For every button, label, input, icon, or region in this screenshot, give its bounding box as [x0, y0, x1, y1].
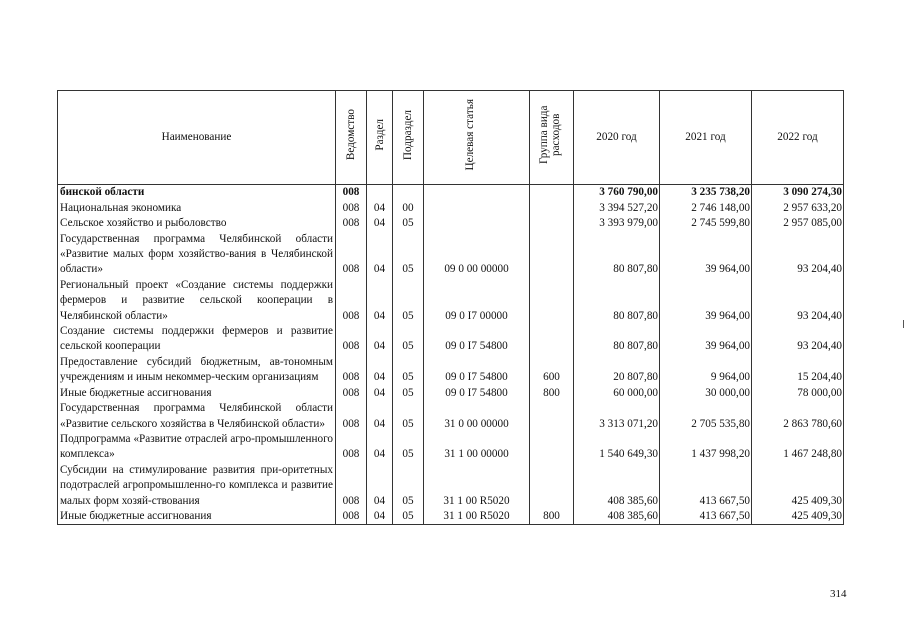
header-expense-group: Группа вида расходов	[530, 91, 574, 185]
cell-name: Субсидии на стимулирование развития при-оритетных подотраслей агропромышленно-го комплекса и развитие малых форм хозяй-ствования	[58, 463, 336, 509]
header-2022: 2022 год	[752, 91, 844, 185]
cell-name: Национальная экономика	[58, 201, 336, 216]
header-target: Целевая статья	[424, 91, 530, 185]
cell-podr: 05	[393, 509, 424, 525]
cell-cs: 31 0 00 00000	[424, 401, 530, 432]
cell-name: Региональный проект «Создание системы поддержки фермеров и развитие сельской кооперации в Челябинской области»	[58, 278, 336, 324]
cell-name: Государственная программа Челябинской области «Развитие сельского хозяйства в Челябинской области»	[58, 401, 336, 432]
cell-vr	[530, 201, 574, 216]
cell-razd: 04	[367, 355, 393, 386]
cell-ved: 008	[336, 201, 367, 216]
cell-y2021: 413 667,50	[660, 509, 752, 525]
cell-cs	[424, 185, 530, 201]
table-row	[58, 355, 844, 386]
cell-ved: 008	[336, 432, 367, 463]
cell-y2021: 2 745 599,80	[660, 216, 752, 231]
cell-podr: 05	[393, 216, 424, 231]
cell-razd: 04	[367, 463, 393, 509]
cell-vr: 800	[530, 509, 574, 525]
cell-y2020: 408 385,60	[574, 509, 660, 525]
cell-name: Предоставление субсидий бюджетным, ав-тономным учреждениям и иным некоммер-ческим организациям	[58, 355, 336, 386]
cell-cs: 09 0 I7 54800	[424, 386, 530, 401]
cell-y2022: 2 957 633,20	[752, 201, 844, 216]
cell-y2021: 1 437 998,20	[660, 432, 752, 463]
cell-podr	[393, 185, 424, 201]
cell-ved: 008	[336, 509, 367, 525]
cell-y2022: 15 204,40	[752, 355, 844, 386]
table-body	[58, 185, 844, 525]
cell-y2022: 93 204,40	[752, 278, 844, 324]
page-number: 314	[830, 588, 847, 600]
cell-y2021: 39 964,00	[660, 324, 752, 355]
cell-ved: 008	[336, 185, 367, 201]
cell-y2020: 20 807,80	[574, 355, 660, 386]
cell-podr: 05	[393, 355, 424, 386]
cell-vr	[530, 463, 574, 509]
cell-name: Создание системы поддержки фермеров и развитие сельской кооперации	[58, 324, 336, 355]
cell-y2021: 39 964,00	[660, 232, 752, 278]
cell-y2021: 30 000,00	[660, 386, 752, 401]
cell-name: бинской области	[58, 185, 336, 201]
cell-vr	[530, 324, 574, 355]
cell-vr	[530, 401, 574, 432]
cell-podr: 00	[393, 201, 424, 216]
cell-y2022: 93 204,40	[752, 324, 844, 355]
cell-ved: 008	[336, 401, 367, 432]
table-row	[58, 401, 844, 432]
table-row	[58, 185, 844, 201]
cell-y2020: 80 807,80	[574, 278, 660, 324]
cell-cs: 09 0 I7 54800	[424, 355, 530, 386]
cell-y2022: 2 957 085,00	[752, 216, 844, 231]
cell-y2021: 39 964,00	[660, 278, 752, 324]
cell-razd: 04	[367, 216, 393, 231]
cell-y2022: 93 204,40	[752, 232, 844, 278]
cell-name: Сельское хозяйство и рыболовство	[58, 216, 336, 231]
cell-podr: 05	[393, 324, 424, 355]
table-row	[58, 386, 844, 401]
cell-cs: 09 0 00 00000	[424, 232, 530, 278]
cell-podr: 05	[393, 278, 424, 324]
cell-y2022: 425 409,30	[752, 463, 844, 509]
cell-y2020: 3 313 071,20	[574, 401, 660, 432]
table-row	[58, 216, 844, 231]
crop-mark	[903, 320, 904, 328]
header-row	[58, 91, 844, 185]
cell-cs: 09 0 I7 54800	[424, 324, 530, 355]
header-2021: 2021 год	[660, 91, 752, 185]
header-section: Раздел	[367, 91, 393, 185]
cell-vr	[530, 278, 574, 324]
table-row	[58, 278, 844, 324]
cell-cs: 09 0 I7 00000	[424, 278, 530, 324]
cell-vr	[530, 432, 574, 463]
cell-ved: 008	[336, 216, 367, 231]
cell-vr	[530, 185, 574, 201]
cell-ved: 008	[336, 355, 367, 386]
cell-y2021: 3 235 738,20	[660, 185, 752, 201]
cell-ved: 008	[336, 232, 367, 278]
cell-cs: 31 1 00 R5020	[424, 463, 530, 509]
cell-name: Иные бюджетные ассигнования	[58, 386, 336, 401]
cell-y2020: 3 760 790,00	[574, 185, 660, 201]
cell-podr: 05	[393, 432, 424, 463]
cell-y2021: 413 667,50	[660, 463, 752, 509]
cell-razd: 04	[367, 324, 393, 355]
cell-cs: 31 1 00 00000	[424, 432, 530, 463]
cell-razd: 04	[367, 278, 393, 324]
table-row	[58, 324, 844, 355]
cell-y2020: 1 540 649,30	[574, 432, 660, 463]
header-name: Наименование	[58, 91, 336, 185]
cell-podr: 05	[393, 386, 424, 401]
cell-cs	[424, 201, 530, 216]
cell-vr: 600	[530, 355, 574, 386]
cell-razd: 04	[367, 401, 393, 432]
cell-y2020: 80 807,80	[574, 232, 660, 278]
cell-y2022: 3 090 274,30	[752, 185, 844, 201]
header-2020: 2020 год	[574, 91, 660, 185]
cell-y2020: 60 000,00	[574, 386, 660, 401]
cell-name: Государственная программа Челябинской области «Развитие малых форм хозяйство-вания в Челябинской области»	[58, 232, 336, 278]
cell-name: Подпрограмма «Развитие отраслей агро-промышленного комплекса»	[58, 432, 336, 463]
table-row	[58, 432, 844, 463]
budget-table	[57, 90, 844, 525]
cell-ved: 008	[336, 278, 367, 324]
cell-y2020: 3 394 527,20	[574, 201, 660, 216]
cell-vr: 800	[530, 386, 574, 401]
cell-name: Иные бюджетные ассигнования	[58, 509, 336, 525]
cell-y2020: 3 393 979,00	[574, 216, 660, 231]
cell-razd: 04	[367, 509, 393, 525]
cell-y2022: 78 000,00	[752, 386, 844, 401]
cell-ved: 008	[336, 324, 367, 355]
header-department: Ведомство	[336, 91, 367, 185]
cell-y2022: 425 409,30	[752, 509, 844, 525]
cell-y2022: 2 863 780,60	[752, 401, 844, 432]
cell-podr: 05	[393, 463, 424, 509]
cell-razd: 04	[367, 432, 393, 463]
cell-y2022: 1 467 248,80	[752, 432, 844, 463]
cell-y2020: 80 807,80	[574, 324, 660, 355]
table-row	[58, 201, 844, 216]
cell-ved: 008	[336, 386, 367, 401]
cell-vr	[530, 216, 574, 231]
cell-podr: 05	[393, 232, 424, 278]
cell-y2021: 2 746 148,00	[660, 201, 752, 216]
cell-razd: 04	[367, 201, 393, 216]
cell-vr	[530, 232, 574, 278]
table-row	[58, 463, 844, 509]
cell-y2020: 408 385,60	[574, 463, 660, 509]
cell-cs: 31 1 00 R5020	[424, 509, 530, 525]
cell-ved: 008	[336, 463, 367, 509]
cell-razd: 04	[367, 232, 393, 278]
cell-y2021: 9 964,00	[660, 355, 752, 386]
cell-podr: 05	[393, 401, 424, 432]
header-subsection: Подраздел	[393, 91, 424, 185]
table-row	[58, 232, 844, 278]
table-row	[58, 509, 844, 525]
cell-y2021: 2 705 535,80	[660, 401, 752, 432]
cell-razd	[367, 185, 393, 201]
cell-cs	[424, 216, 530, 231]
cell-razd: 04	[367, 386, 393, 401]
